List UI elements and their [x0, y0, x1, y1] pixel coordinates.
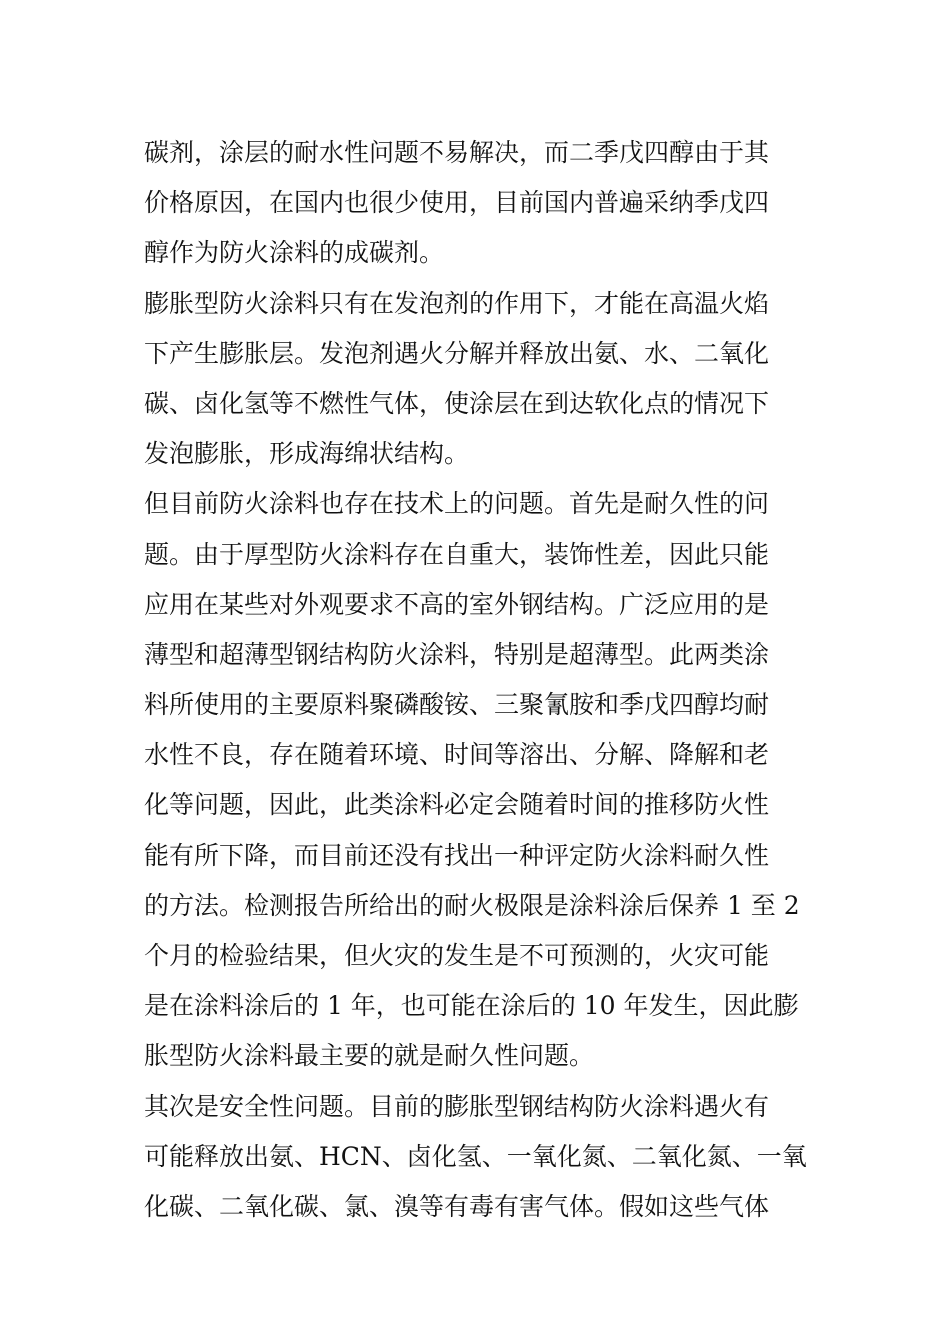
- text-line: 能有所下降，而目前还没有找出一种评定防火涂料耐久性: [144, 840, 770, 870]
- text-line: 水性不良，存在随着环境、时间等溶出、分解、降解和老: [144, 740, 770, 770]
- text-line: 价格原因，在国内也很少使用，目前国内普遍采纳季戊四: [144, 188, 770, 218]
- text-line: 膨胀型防火涂料只有在发泡剂的作用下，才能在高温火焰: [144, 288, 770, 318]
- text-line: 化碳、二氧化碳、氯、溴等有毒有害气体。假如这些气体: [144, 1191, 770, 1221]
- body-text: [144, 128, 808, 1232]
- text-line: 应用在某些对外观要求不高的室外钢结构。广泛应用的是: [144, 589, 770, 619]
- text-line: 可能释放出氨、HCN、卤化氢、一氧化氮、二氧化氮、一氧: [144, 1141, 807, 1171]
- text-line: 是在涂料涂后的 1 年，也可能在涂后的 10 年发生，因此膨: [144, 991, 799, 1021]
- text-line: 发泡膨胀，形成海绵状结构。: [144, 439, 470, 469]
- text-line: 碳、卤化氢等不燃性气体，使涂层在到达软化点的情况下: [144, 388, 770, 418]
- text-line: 题。由于厚型防火涂料存在自重大，装饰性差，因此只能: [144, 539, 770, 569]
- paragraph-1: [144, 128, 808, 279]
- text-line: 料所使用的主要原料聚磷酸铵、三聚氰胺和季戊四醇均耐: [144, 690, 770, 720]
- text-line: 碳剂，涂层的耐水性问题不易解决，而二季戊四醇由于其: [144, 138, 770, 167]
- paragraph-4: [144, 1082, 808, 1233]
- text-line: 但目前防火涂料也存在技术上的问题。首先是耐久性的问: [144, 489, 770, 519]
- text-line: 下产生膨胀层。发泡剂遇火分解并释放出氨、水、二氧化: [144, 338, 770, 368]
- text-line: 醇作为防火涂料的成碳剂。: [144, 238, 445, 268]
- text-line: 的方法。检测报告所给出的耐火极限是涂料涂后保养 1 至 2: [144, 890, 800, 920]
- text-line: 胀型防火涂料最主要的就是耐久性问题。: [144, 1041, 595, 1071]
- text-line: 薄型和超薄型钢结构防火涂料，特别是超薄型。此两类涂: [144, 639, 770, 669]
- text-line: 其次是安全性问题。目前的膨胀型钢结构防火涂料遇火有: [144, 1091, 770, 1121]
- paragraph-2: [144, 279, 808, 480]
- text-line: 个月的检验结果，但火灾的发生是不可预测的，火灾可能: [144, 941, 770, 970]
- text-line: 化等问题，因此，此类涂料必定会随着时间的推移防火性: [144, 790, 770, 820]
- paragraph-3: [144, 479, 808, 1081]
